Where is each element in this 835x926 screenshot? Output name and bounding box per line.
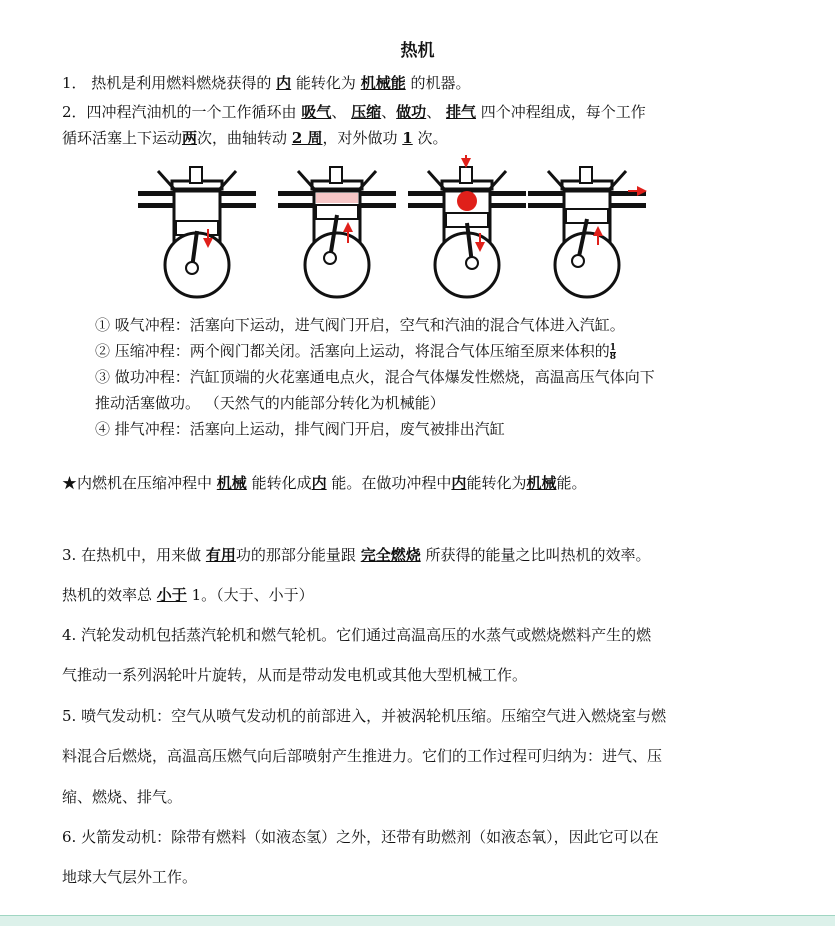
stroke-exhaust: ④ 排气冲程：活塞向上运动，排气阀门开启，废气被排出汽缸 — [95, 420, 505, 438]
paragraph-6-line-2: 地球大气层外工作。 — [62, 868, 198, 886]
paragraph-4-line-2: 气推动一系列涡轮叶片旋转，从而是带动发电机或其他大型机械工作。 — [62, 666, 528, 684]
paragraph-5-line-2: 料混合后燃烧，高温高压燃气向后部喷射产生推进力。它们的工作过程可归纳为：进气、压 — [62, 747, 663, 765]
footer-bar — [0, 915, 835, 926]
stroke-power: ③ 做功冲程：汽缸顶端的火花塞通电点火，混合气体爆发性燃烧，高温高压气体向下 — [95, 368, 655, 386]
paragraph-2-line-2: 循环活塞上下运动两次，曲轴转动 2 周，对外做功 1 次。 — [62, 129, 448, 147]
paragraph-5-line-1: 5. 喷气发动机：空气从喷气发动机的前部进入，并被涡轮机压缩。压缩空气进入燃烧室与燃 — [62, 707, 667, 725]
engine-exhaust — [528, 167, 646, 297]
stroke-compression: ② 压缩冲程：两个阀门都关闭。活塞向上运动，将混合气体压缩至原来体积的 $\frac{1}{8}$ — [95, 342, 617, 362]
stroke-power-cont: 推动活塞做功。 （天然气的内能部分转化为机械能） — [95, 394, 445, 412]
engine-compression — [278, 167, 396, 297]
paragraph-5-line-3: 缩、燃烧、排气。 — [62, 788, 183, 806]
four-stroke-engine-diagram — [138, 153, 648, 303]
paragraph-3-line-1: 3. 在热机中，用来做 有用功的那部分能量跟 完全燃烧 所获得的能量之比叫热机的效率。 — [62, 546, 651, 564]
star-note: ★内燃机在压缩冲程中 机械 能转化成内 能。在做功冲程中内能转化为机械能。 — [62, 474, 587, 492]
paragraph-2-line-1: 2．四冲程汽油机的一个工作循环由 吸气、 压缩、做功、 排气 四个冲程组成，每个工作 — [62, 103, 646, 121]
paragraph-1: 1． 热机是利用燃料燃烧获得的 内 能转化为 机械能 的机器。 — [62, 74, 471, 92]
engine-power — [408, 155, 526, 297]
page-title: 热机 — [400, 41, 435, 61]
stroke-intake: ① 吸气冲程：活塞向下运动，进气阀门开启，空气和汽油的混合气体进入汽缸。 — [95, 316, 625, 334]
engine-intake — [138, 167, 256, 297]
paragraph-6-line-1: 6. 火箭发动机：除带有燃料（如液态氢）之外，还带有助燃剂（如液态氧），因此它可以在 — [62, 828, 659, 846]
paragraph-4-line-1: 4. 汽轮发动机包括蒸汽轮机和燃气轮机。它们通过高温高压的水蒸气或燃烧燃料产生的燃 — [62, 626, 652, 644]
paragraph-3-line-2: 热机的效率总 小于 1。（大于、小于） — [62, 586, 314, 604]
fraction-one-eighth: $\frac{1}{8}$ — [609, 342, 617, 362]
